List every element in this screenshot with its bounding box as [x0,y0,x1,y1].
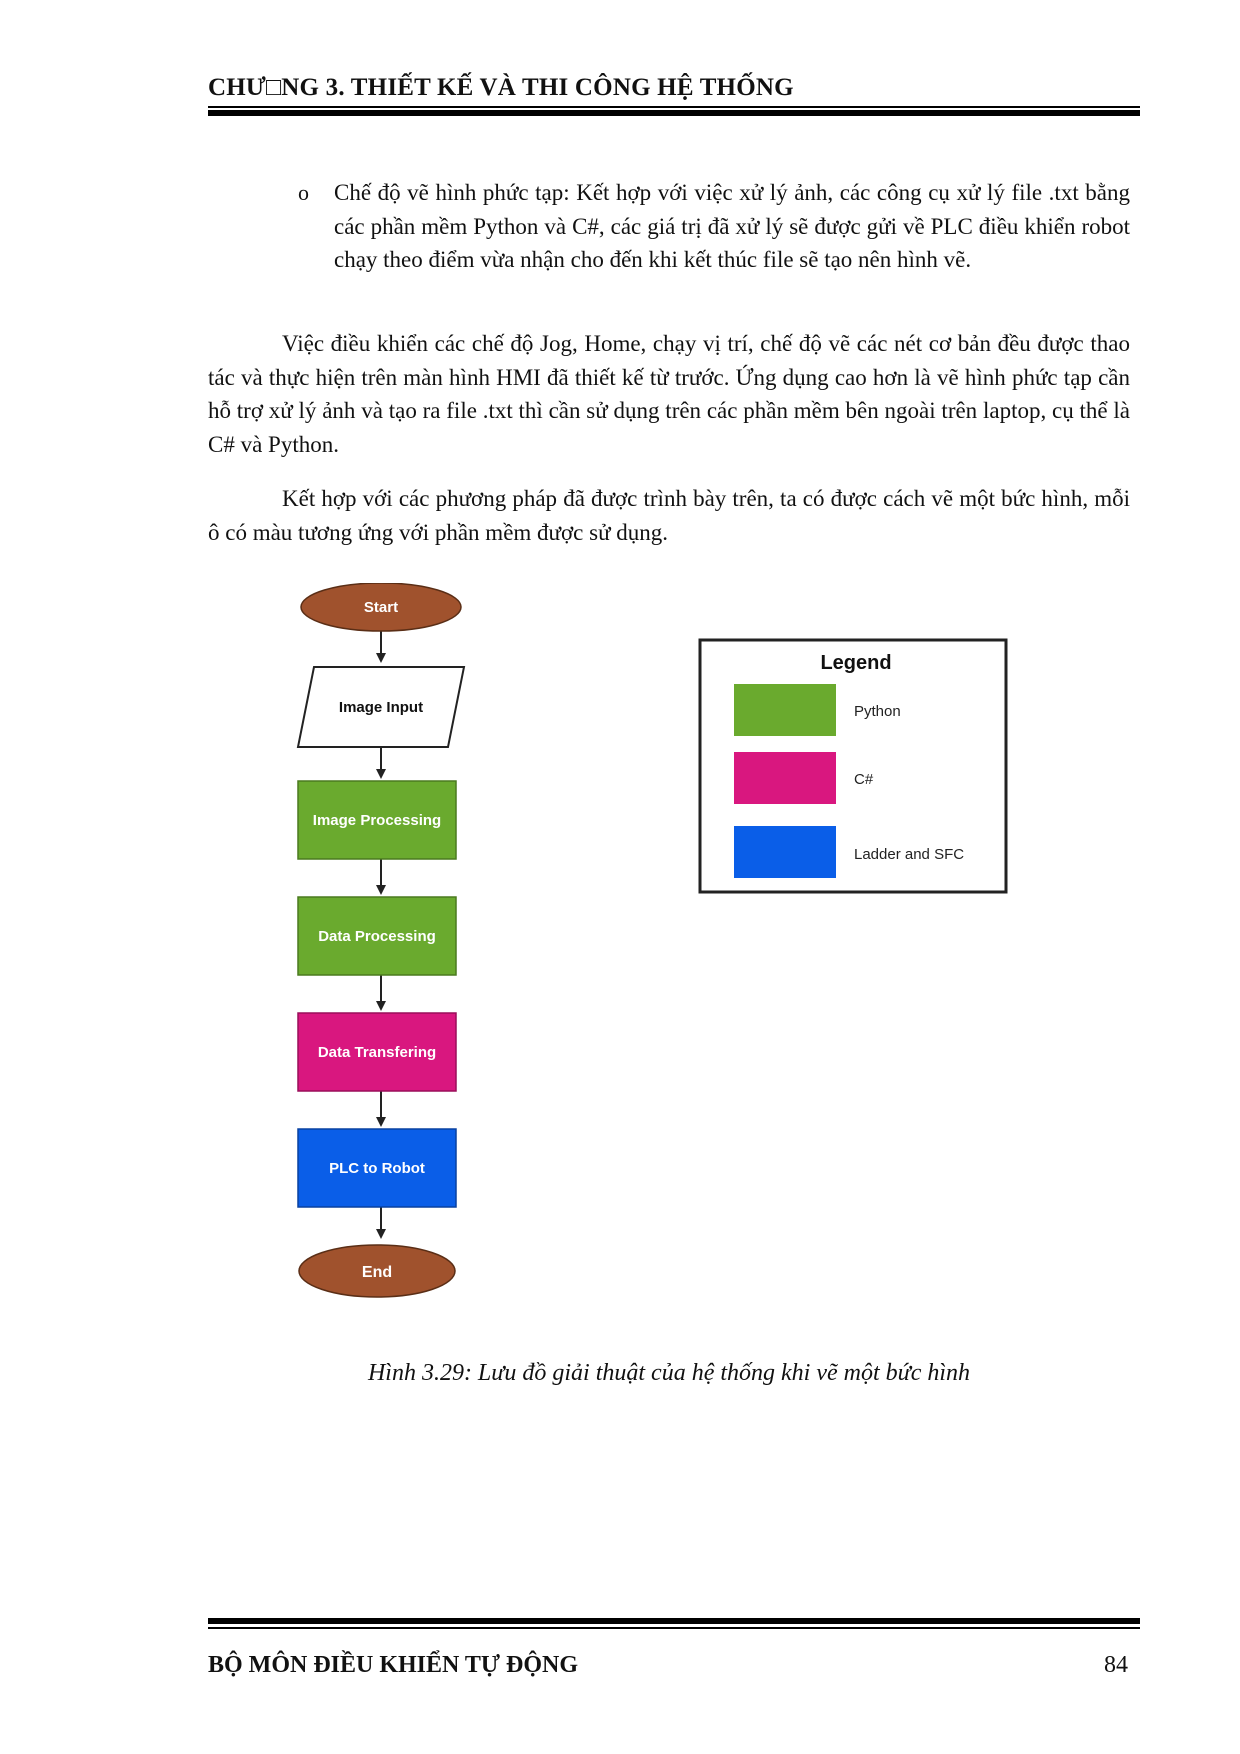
legend-label-ladder: Ladder and SFC [854,846,965,863]
legend-swatch-python [734,684,836,736]
data-processing-label: Data Processing [318,928,436,945]
legend-swatch-ladder [734,826,836,878]
header-rule-thick [208,110,1140,116]
footer-department: BỘ MÔN ĐIỀU KHIỂN TỰ ĐỘNG [208,1652,579,1678]
figure-caption: Hình 3.29: Lưu đồ giải thuật của hệ thống khi vẽ một bức hình [367,1360,971,1386]
legend-label-python: Python [854,703,901,720]
legend-label-csharp: C# [854,771,874,788]
header-rule-thin [208,106,1140,108]
bullet-text: Chế độ vẽ hình phức tạp: Kết hợp với việc xử lý ảnh, các công cụ xử lý file .txt bằng các phần mềm Python và C#, các giá trị đã xử lý sẽ được gửi về PLC điều khiển robot chạy theo điểm vừa nhận cho đến khi kết thúc file sẽ tạo nên hình vẽ. [334,180,1130,272]
plc-to-robot-label: PLC to Robot [329,1160,425,1177]
chapter-header: CHƯ□NG 3. THIẾT KẾ VÀ THI CÔNG HỆ THỐNG [208,74,794,101]
footer-rule-thin [208,1627,1140,1629]
footer-rule-thick [208,1618,1140,1624]
body-paragraph-1: Việc điều khiển các chế độ Jog, Home, chạy vị trí, chế độ vẽ các nét cơ bản đều được thao tác và thực hiện trên màn hình HMI đã thiết kế từ trước. Ứng dụng cao hơn là vẽ hình phức tạp cần hỗ trợ xử lý ảnh và tạo ra file .txt thì cần sử dụng trên các phần mềm bên ngoài trên laptop, cụ thể là C# và Python. [208,331,1130,457]
data-transfering-label: Data Transfering [317,1044,437,1061]
page-number: 84 [1104,1652,1128,1678]
end-label: End [361,1264,393,1281]
flowchart [296,583,466,1303]
bullet-item [298,176,1130,277]
legend-swatch-csharp [734,752,836,804]
body-paragraph-2: Kết hợp với các phương pháp đã được trình bày trên, ta có được cách vẽ một bức hình, mỗi ô có màu tương ứng với phần mềm được sử dụng. [208,486,1130,545]
legend-title: Legend [820,652,892,674]
start-label: Start [363,599,399,616]
image-input-label: Image Input [338,699,424,716]
legend [698,638,1010,896]
image-processing-label: Image Processing [312,812,442,829]
bullet-marker: o [298,180,309,205]
